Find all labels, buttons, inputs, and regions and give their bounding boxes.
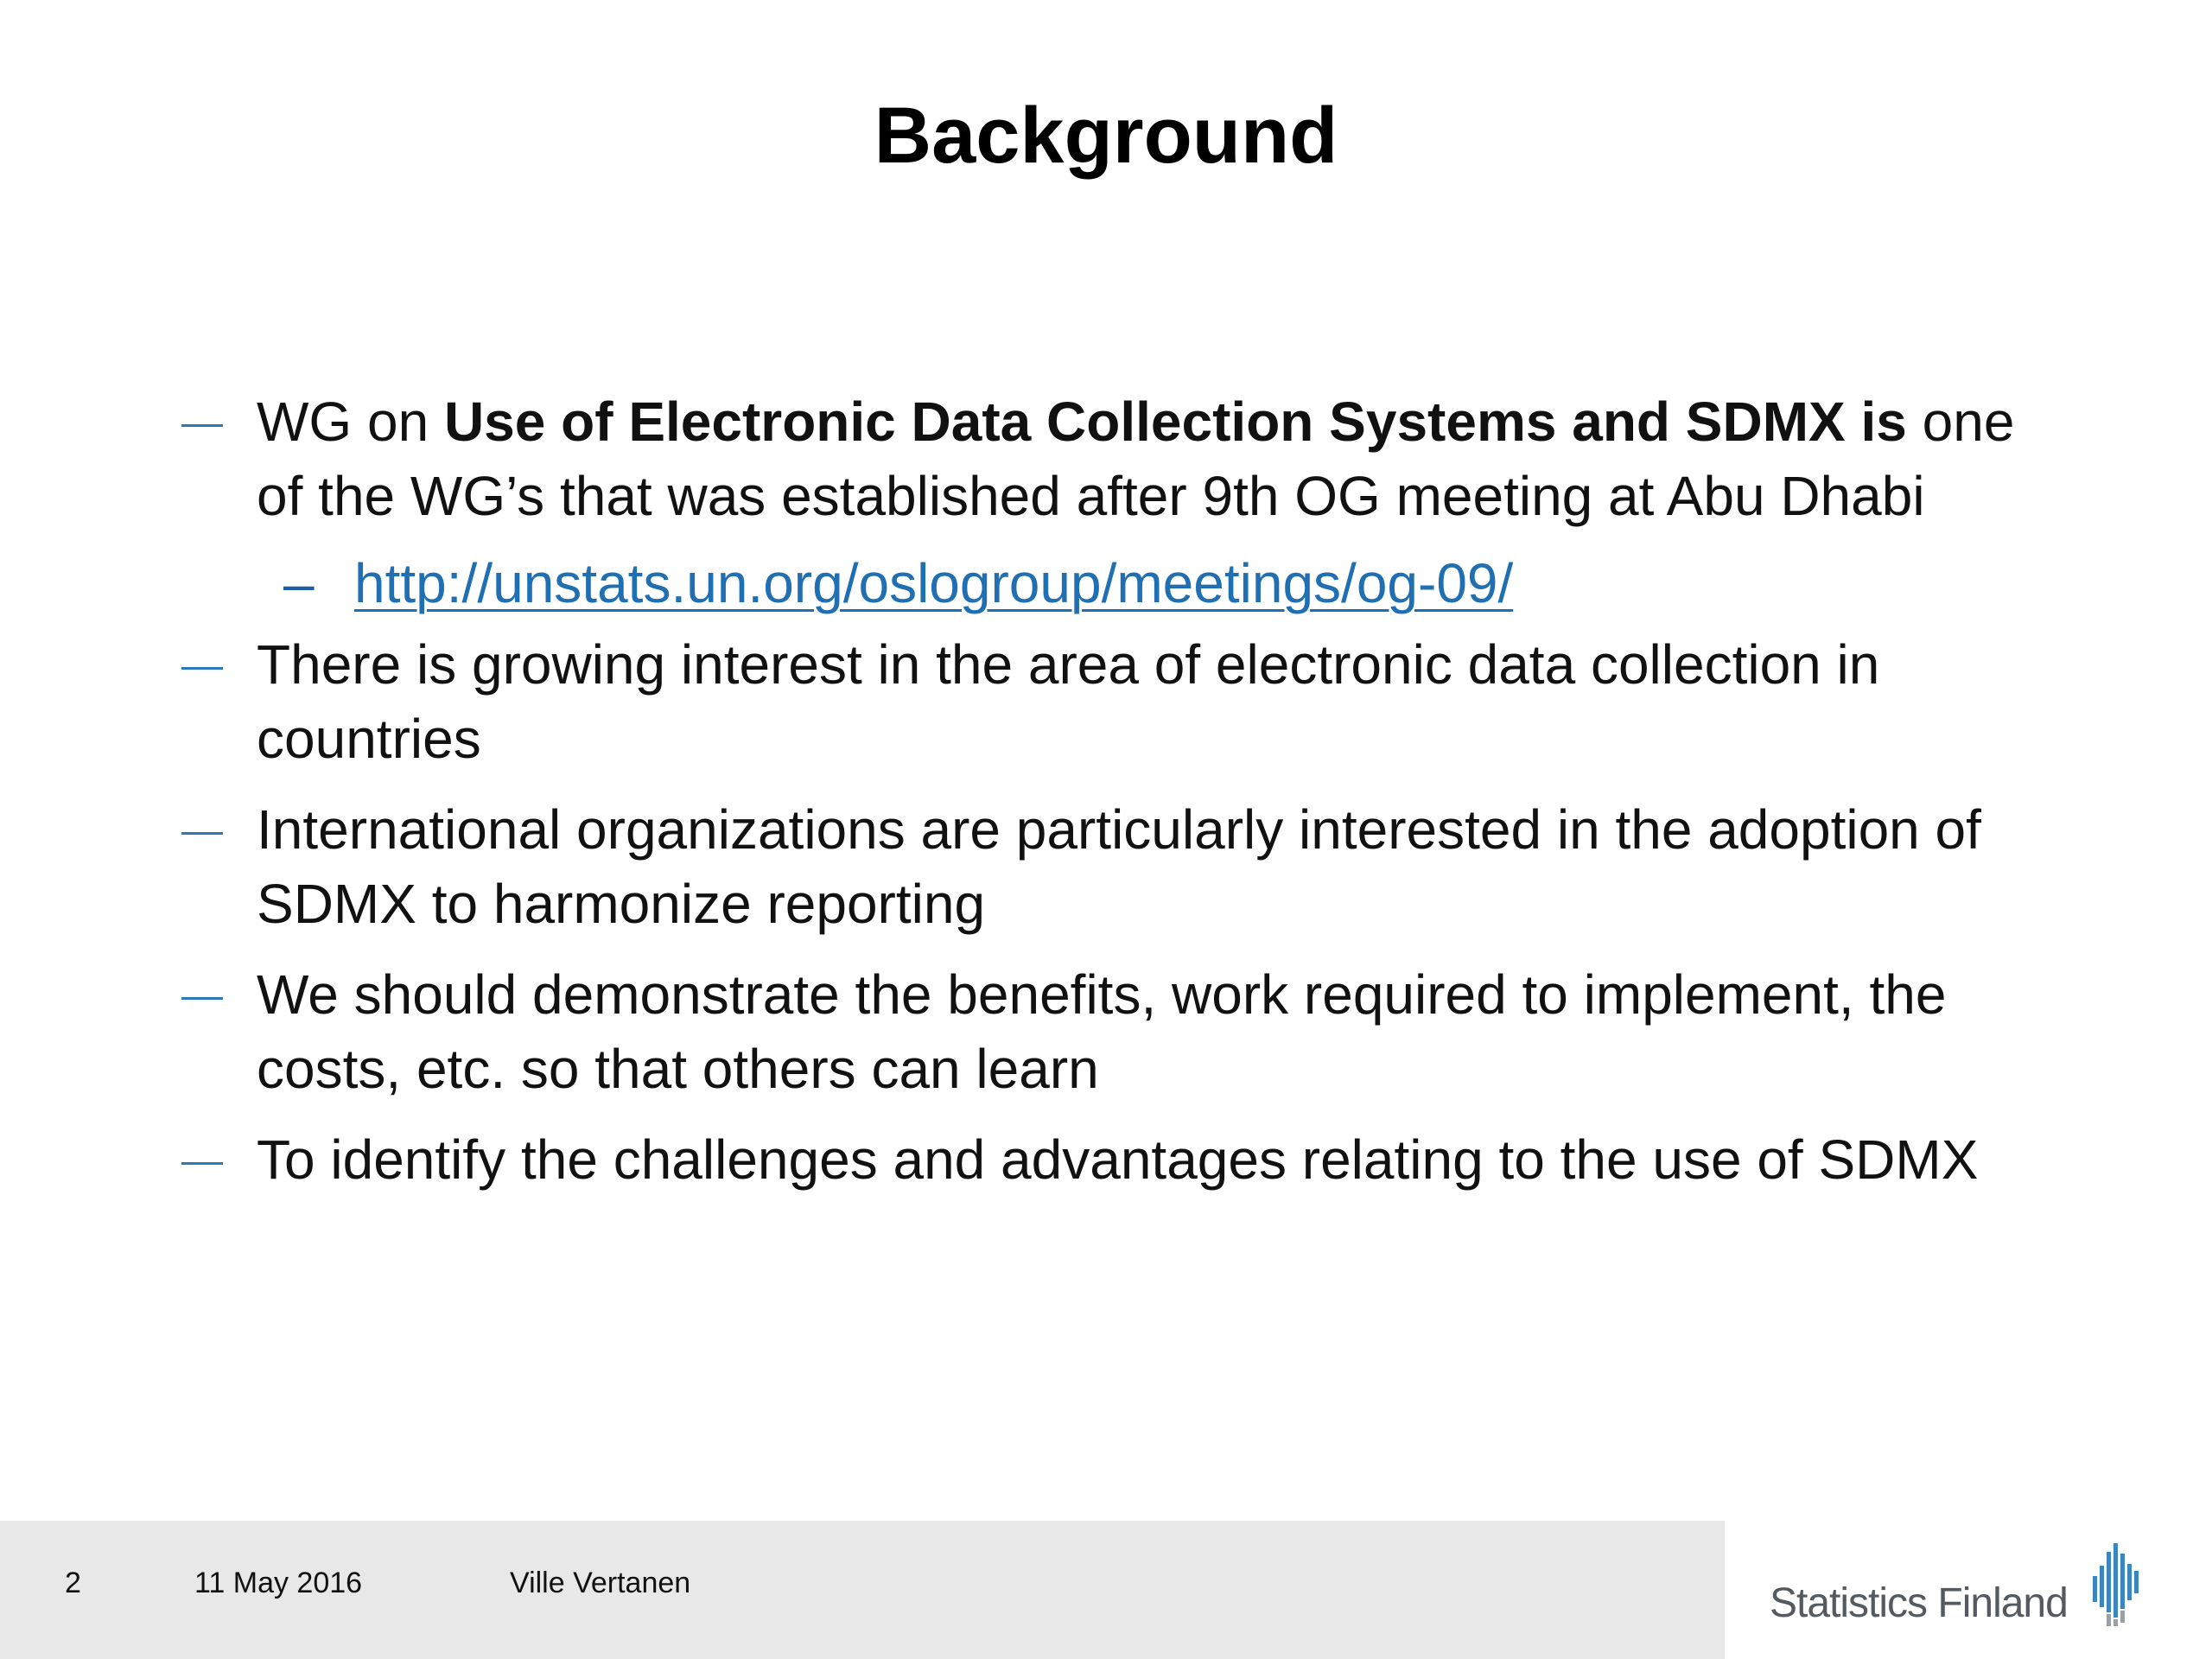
bullet-text-part: To identify the challenges and advantages relating to the use of SDMX: [257, 1128, 1979, 1191]
bullet-item-1: [173, 385, 2056, 533]
bullet-item-5: [173, 1122, 2056, 1197]
bullet-list: [173, 385, 2056, 1213]
bullet-text-part: International organizations are particularly interested in the adoption of SDMX to harmonize reporting: [257, 798, 1981, 935]
bullet-text-part: We should demonstrate the benefits, work required to implement, the costs, etc. so that others can learn: [257, 963, 1947, 1100]
bullet-text-part: WG on: [257, 391, 444, 453]
page-number: 2: [65, 1567, 81, 1599]
sub-bullet-link-item: [173, 546, 2056, 620]
bullet-marker: [181, 832, 223, 835]
bullet-item-4: [173, 957, 2056, 1106]
statistics-finland-bars-icon: [2091, 1541, 2139, 1628]
slide-title: Background: [874, 92, 1338, 180]
bullet-item-2: [173, 627, 2056, 776]
slide-footer: [0, 1521, 1725, 1659]
statistics-finland-logo: [1763, 1536, 2143, 1640]
bullet-text-bold: Use of Electronic Data Collection Systems and SDMX is: [443, 391, 1907, 453]
footer-author: Ville Vertanen: [510, 1567, 691, 1599]
bullet-item-3: [173, 792, 2056, 941]
bullet-marker: [181, 997, 223, 1000]
logo-text: Statistics Finland: [1770, 1580, 2068, 1626]
bullet-text-part: There is growing interest in the area of electronic data collection in countries: [257, 633, 1880, 770]
bullet-marker: [181, 667, 223, 670]
bullet-marker: [181, 1162, 223, 1165]
bullet-text-part: one of the WG’s that was established after 9th OG meeting at Abu Dhabi: [257, 391, 2015, 527]
sub-bullet-dash: –: [283, 552, 315, 614]
og-09-meeting-link[interactable]: http://unstats.un.org/oslogroup/meetings/og-09/: [354, 552, 1514, 614]
footer-date: 11 May 2016: [194, 1567, 363, 1599]
bullet-marker: [181, 424, 223, 427]
